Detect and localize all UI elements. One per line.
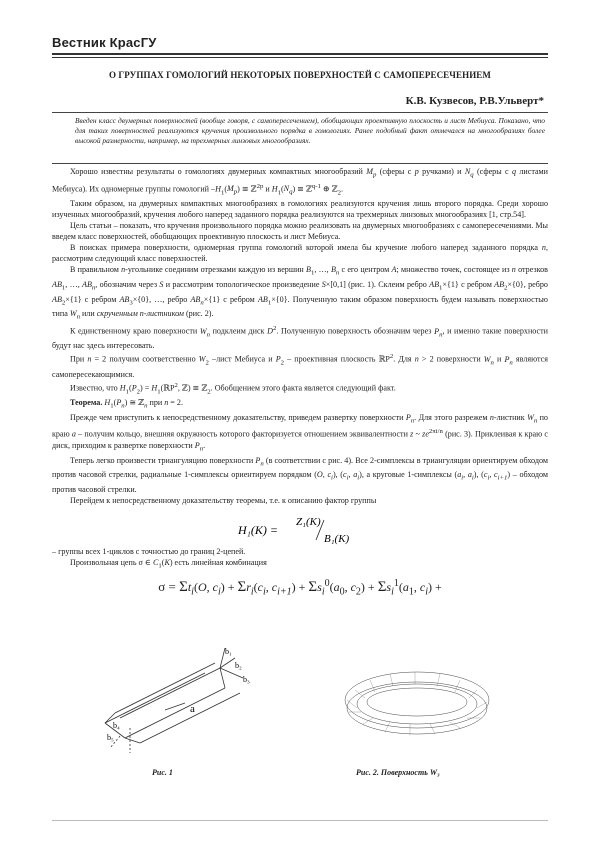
figure-2-surface bbox=[335, 660, 500, 750]
bottom-rule bbox=[52, 820, 548, 821]
paragraph-4: В поисках примера поверхности, одномерная группа гомологий которой имела бы кручение любого наперед заданного порядка n, рассмотрим следующий класс поверхностей. bbox=[52, 243, 548, 264]
formula-svg bbox=[200, 512, 400, 546]
paragraph-12: – группы всех 1-циклов с точностью до границ 2-цепей. bbox=[52, 547, 246, 557]
paragraph-1: Хорошо известны результаты о гомологиях двумерных компактных многообразий $M_p$ (сферы с p ручками) и $N_q$ (сферы с q листами Мебиуса). Их одномерные группы гомологий $-H_1(M_p)$ ≅ ℤ$^{2p}$ и $H_1(N_q)$ ≅ ℤ$^{q-1}$ ⊕ ℤ$_2$. bbox=[52, 167, 549, 196]
article-body bbox=[52, 166, 548, 606]
formula-lhs: H₁(K) = bbox=[238, 523, 278, 538]
figure-1-caption: Рис. 1 bbox=[152, 768, 173, 777]
journal-title: Вестник КрасГУ bbox=[52, 35, 157, 50]
abstract: Введен класс двумерных поверхностей (вообще говоря, с самопересечением), обобщающих проективную плоскость и лист Мебиуса. Показано, что для таких поверхностей реализуются кручения произвольного порядка в гомологиях. Ранее подобный факт отмечался на многообразиях более высокой размерности, например, на трехмерных линзовых многообразиях. bbox=[75, 116, 545, 146]
theorem: Теорема. $H_1(P_n)$ ≅ ℤ$_n$ при n = 2. bbox=[70, 398, 183, 410]
formula-homology-quotient bbox=[52, 512, 548, 546]
article-authors: К.В. Кузвесов, Р.В.Ульверт* bbox=[405, 95, 544, 107]
fig1-label-b4: b₄ bbox=[113, 721, 120, 730]
fig1-label-b5: b₅ bbox=[107, 733, 114, 742]
fig1-label-b1: b₁ bbox=[225, 648, 232, 656]
fig1-label-b3: b₃ bbox=[243, 675, 250, 684]
paragraph-5: В правильном n-угольнике соединим отрезками каждую из вершин $B_1$, …, $B_n$ с его центром A; множество точек, состоящее из n отрезков $AB_1$, …, $AB_n$, обозначим через S и рассмотрим топологическое произведение S×[0,1] (рис. 1). Склеим ребро $AB_1\times\{1\}$ с ребром $AB_2\times\{0\}$, ребро $AB_2\times\{1\}$ с ребром $AB_3\times\{0\}$, …, ребро $AB_n\times\{1\}$ с ребром $AB_1\times\{0\}$. Полученную таким образом поверхность будем называть поверхностью типа $W_n$ или скрученным n-листником (рис. 2). bbox=[52, 265, 548, 321]
paragraph-3: Цель статьи – показать, что кручения произвольного порядка можно реализовать на двумерных многообразиях с самопересечениями. Мы введем класс поверхностей, обобщающих проективную плоскость и лист Мебиуса. bbox=[52, 221, 548, 242]
header-rule-thin bbox=[52, 57, 548, 58]
formula-chain-sum: $\sigma = \Sigma t_i(O$, $c_i) + \Sigma r_i(c_i$, $c_{i+1}) + \Sigma s_i^0(a_0$, $c_2) + \Sigma s_i^1(a_1$, $c_i$) + bbox=[158, 577, 442, 598]
fig1-label-a: a bbox=[190, 703, 195, 715]
formula-denominator: B₁(K) bbox=[324, 533, 350, 546]
paragraph-10: Теперь легко произвести триангуляцию поверхности $P_n$ (в соответствии с рис. 4). Все 2-симплексы в триангуляции ориентируем обходом против часовой стрелки, радиальные 1-симплексы ориентируем порядком (O, $c_i$), ($c_i$, $a_i$), а круговые 1-симплексы ($a_i$, $a_i$), ($c_i$, $c_{i+1}$) – обходом против часовой стрелки. bbox=[52, 455, 549, 495]
paragraph-9: Прежде чем приступить к непосредственному доказательству, приведем развертку поверхности $P_n$. Для этого разрежем n-листник $W_n$ по краю a – получим кольцо, внешняя окружность которого факторизуется отношением эквивалентности z ~ $ze^{2\pi i/n}$ (рис. 3). Приклеивая к краю с диск, приходим к развертке поверхности $P_n$. bbox=[52, 412, 548, 453]
header-rule-thick bbox=[52, 53, 548, 55]
formula-numerator: Z₁(K) bbox=[296, 516, 321, 529]
paragraph-7: При n = 2 получим соответственно $W_2$ –лист Мебиуса и $P_2$ – проективная плоскость ℝP$^2$. Для n > 2 поверхности $W_n$ и $P_n$ являются самопересекающимися. bbox=[52, 353, 548, 379]
paragraph-13: Произвольная цепь σ ∈ $C_1(K)$ есть линейная комбинация bbox=[70, 558, 267, 570]
fig1-label-b2: b₂ bbox=[235, 661, 242, 670]
article-title: О ГРУППАХ ГОМОЛОГИЙ НЕКОТОРЫХ ПОВЕРХНОСТЕЙ С САМОПЕРЕСЕЧЕНИЕМ bbox=[108, 70, 491, 80]
paragraph-6: К единственному краю поверхности $W_n$ подклеим диск $D^2$. Полученную поверхность обозначим через $P_n$, и именно такие поверхности будут нас здесь интересовать. bbox=[52, 324, 548, 351]
figure-1 bbox=[85, 648, 255, 758]
paragraph-2: Таким образом, на двумерных компактных многообразиях в гомологиях реализуются кручения лишь второго порядка. Среди хорошо изученных многообразий, кручения любого наперед заданного порядка реализуются на трехмерных линзовых многообразиях [1, стр.54]. bbox=[52, 199, 548, 220]
paragraph-8: Известно, что $H_1(P_2)$ = $H_1(ℝP^2$, ℤ) ≅ ℤ$_2$. Обобщением этого факта является следующий факт. bbox=[70, 381, 396, 395]
figure-2-caption: Рис. 2. Поверхность W₃ bbox=[356, 768, 440, 777]
paragraph-11: Перейдем к непосредственному доказательству теоремы, т.е. к описанию фактор группы bbox=[70, 496, 377, 506]
journal-header bbox=[52, 34, 552, 52]
arrow-a bbox=[165, 703, 185, 710]
